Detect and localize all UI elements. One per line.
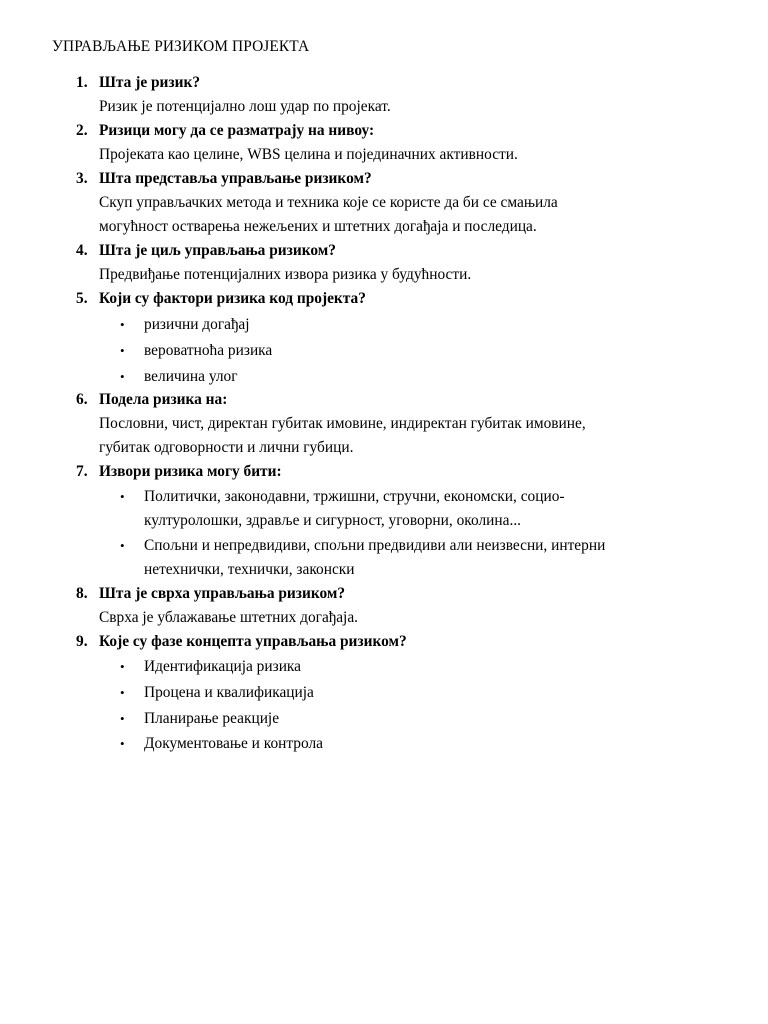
bullet-icon: • bbox=[120, 369, 125, 384]
bullet-icon: • bbox=[120, 489, 125, 504]
bullet-icon: • bbox=[120, 736, 125, 751]
item-4-number: 4. bbox=[76, 242, 88, 259]
bullet-icon: • bbox=[120, 343, 125, 358]
item-7-bullet-2-line-2: нетехнички, технички, законски bbox=[144, 561, 355, 578]
item-5-bullet-3: величина улог bbox=[144, 368, 238, 385]
bullet-icon: • bbox=[120, 659, 125, 674]
item-8-question: Шта је сврха управљања ризиком? bbox=[99, 585, 346, 602]
item-4-answer: Предвиђање потенцијалних извора ризика у будућности. bbox=[99, 266, 472, 283]
item-9-bullet-2: Процена и квалификација bbox=[144, 684, 314, 701]
item-8-answer: Сврха је ублажавање штетних догађаја. bbox=[99, 609, 359, 626]
item-2-question: Ризици могу да се разматрају на нивоу: bbox=[99, 122, 375, 139]
page-title: УПРАВЉАЊЕ РИЗИКОМ ПРОЈЕКТА bbox=[52, 38, 310, 55]
item-9-number: 9. bbox=[76, 633, 88, 650]
item-7-bullet-1-line-2: културолошки, здравље и сигурност, уговорни, околина... bbox=[144, 512, 522, 529]
item-4-question: Шта је циљ управљања ризиком? bbox=[99, 242, 336, 259]
item-8-number: 8. bbox=[76, 585, 88, 602]
item-5-bullet-2: вероватноћа ризика bbox=[144, 342, 273, 359]
item-3-question: Шта представља управљање ризиком? bbox=[99, 170, 372, 187]
item-7-bullet-1-line-1: Политички, законодавни, тржишни, стручни, економски, социо- bbox=[144, 488, 565, 505]
item-1-question: Шта је ризик? bbox=[99, 74, 201, 91]
item-2-number: 2. bbox=[76, 122, 88, 139]
item-9-question: Које су фазе концепта управљања ризиком? bbox=[99, 633, 407, 650]
item-9-bullet-1: Идентификација ризика bbox=[144, 658, 302, 675]
bullet-icon: • bbox=[120, 317, 125, 332]
item-5-question: Који су фактори ризика код пројекта? bbox=[99, 290, 366, 307]
bullet-icon: • bbox=[120, 685, 125, 700]
item-3-answer-line-2: могућност остварења нежељених и штетних догађаја и последица. bbox=[99, 218, 537, 235]
item-1-answer: Ризик је потенцијално лош удар по пројекат. bbox=[99, 98, 391, 115]
item-9-bullet-4: Документовање и контрола bbox=[144, 735, 323, 752]
bullet-icon: • bbox=[120, 711, 125, 726]
bullet-icon: • bbox=[120, 538, 125, 553]
item-1-number: 1. bbox=[76, 74, 88, 91]
item-5-number: 5. bbox=[76, 290, 88, 307]
item-6-answer-line-1: Пословни, чист, директан губитак имовине, индиректан губитак имовине, bbox=[99, 415, 586, 432]
item-6-question: Подела ризика на: bbox=[99, 391, 228, 408]
item-7-question: Извори ризика могу бити: bbox=[99, 463, 282, 480]
item-7-number: 7. bbox=[76, 463, 88, 480]
item-2-answer: Пројеката као целине, WBS целина и појединачних активности. bbox=[99, 146, 518, 163]
item-6-number: 6. bbox=[76, 391, 88, 408]
item-3-answer-line-1: Скуп управљачких метода и техника које се користе да би се смањила bbox=[99, 194, 558, 211]
item-7-bullet-2-line-1: Спољни и непредвидиви, спољни предвидиви али неизвесни, интерни bbox=[144, 537, 606, 554]
item-5-bullet-1: ризични догађај bbox=[144, 316, 250, 333]
item-6-answer-line-2: губитак одговорности и лични губици. bbox=[99, 439, 354, 456]
item-9-bullet-3: Планирање реакције bbox=[144, 710, 280, 727]
item-3-number: 3. bbox=[76, 170, 88, 187]
